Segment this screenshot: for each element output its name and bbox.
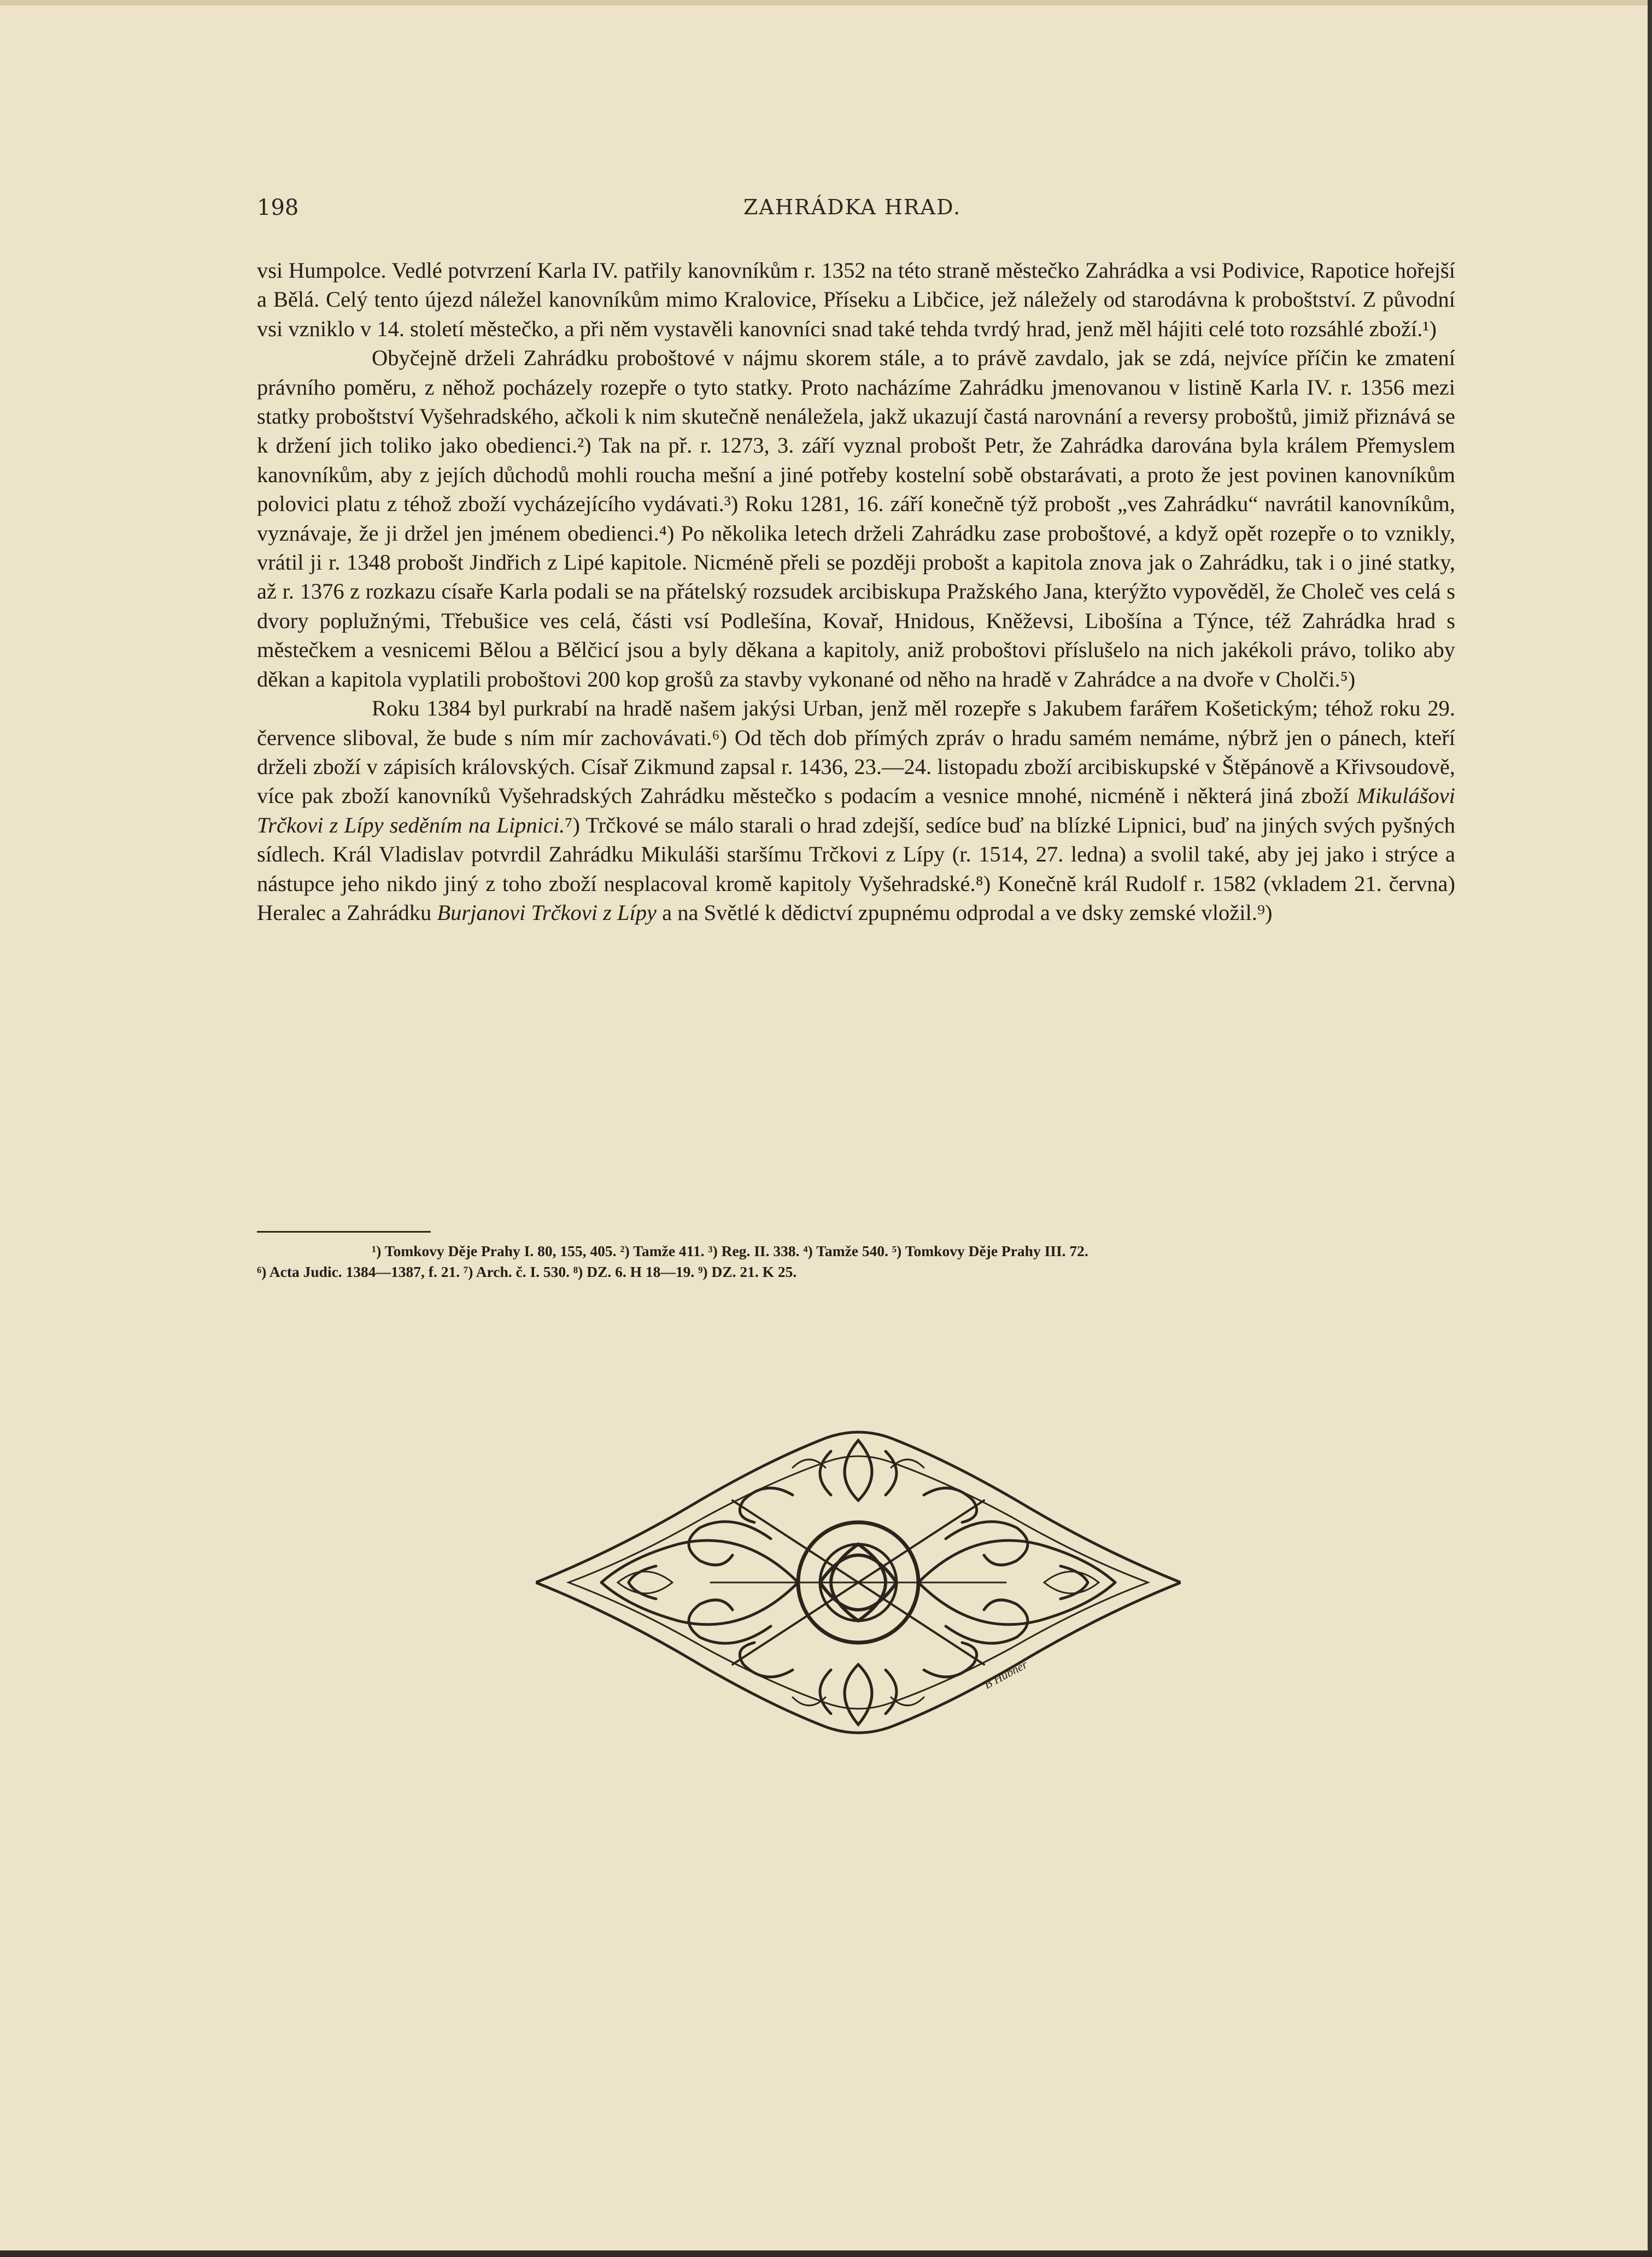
paragraph-3 <box>257 694 1455 927</box>
paragraph-1: vsi Humpolce. Vedlé potvrzení Karla IV. patřily kanovníkům r. 1352 na této straně městečko Zahrádka a vsi Podivice, Rapotice hořejší a Bělá. Celý tento újezd náležel kanovníkům mimo Kralovice, Příseku a Libčice, jež náležely od starodávna k proboštství. Z původní vsi vzniklo v 14. století městečko, a při něm vystavěli kanovníci snad také tehda tvrdý hrad, jenž měl hájiti celé toto rozsáhlé zboží.¹) <box>257 258 1455 341</box>
decorative-vignette <box>536 1418 1181 1746</box>
paragraph-3-part-1: Roku 1384 byl purkrabí na hradě našem jakýsi Urban, jenž měl rozepře s Jakubem farářem Košetickým; téhož roku 29. července sliboval, že bude s ním mír zachovávati.⁶) Od těch dob přímých zpráv o hradu samém nemáme, nýbrž jen o pánech, kteří drželi zboží v zápisích královských. Císař Zikmund zapsal r. 1436, 23.—24. listopadu zboží arcibiskupské v Štěpánově a Křivsoudově, více pak zboží kanovníků Vyšehradských Zahrádku městečko s podacím a vesnice mnohé, nicméně i některá jiná zboží <box>257 696 1455 808</box>
scan-edge-right <box>1648 0 1652 2257</box>
footnote-rule <box>257 1231 431 1233</box>
scan-edge-top <box>0 0 1652 5</box>
italic-name-burjan: Burjanovi Trčkovi z Lípy <box>437 900 657 925</box>
running-title: ZAHRÁDKA HRAD. <box>743 195 962 219</box>
footnotes <box>257 1241 1457 1282</box>
page-number: 198 <box>257 195 299 220</box>
scan-edge-bottom <box>0 2250 1652 2257</box>
artist-signature: B Hübner <box>981 1657 1030 1692</box>
footnote-line-1: ¹) Tomkovy Děje Prahy I. 80, 155, 405. ²) Tamže 411. ³) Reg. II. 338. ⁴) Tamže 540. ⁵) Tomkovy Děje Prahy III. 72. <box>372 1242 1088 1259</box>
footnote-line-2: ⁶) Acta Judic. 1384—1387, f. 21. ⁷) Arch. č. I. 530. ⁸) DZ. 6. H 18—19. ⁹) DZ. 21. K 25. <box>257 1263 797 1280</box>
body-text <box>257 256 1455 927</box>
paragraph-2: Obyčejně drželi Zahrádku proboštové v nájmu skorem stále, a to právě zavdalo, jak se zdá, nejvíce příčin ke zmatení právního poměru, z něhož pocházely rozepře o tyto statky. Proto nacházíme Zahrádku jmenovanou v listině Karla IV. r. 1356 mezi statky proboštství Vyšehradského, ačkoli k nim skutečně nenáležela, jakž ukazují častá narovnání a reversy proboštů, jimiž přiznává se k držení jich toliko jako obedienci.²) Tak na př. r. 1273, 3. září vyznal probošt Petr, že Zahrádka darována byla králem Přemyslem kanovníkům, aby z jejích důchodů mohli roucha mešní a jiné potřeby kostelní sobě obstarávati, a proto že jest povinen kanovníkům polovici platu z téhož zboží vycházejícího vydávati.³) Roku 1281, 16. září konečně týž probošt „ves Zahrádku“ navrátil kanovníkům, vyznávaje, že ji držel jen jménem obedienci.⁴) Po několika letech drželi Zahrádku zase proboštové, a když opět rozepře o to vznikly, vrátil ji r. 1348 probošt Jindřich z Lipé kapitole. Nicméně přeli se později probošt a kapitola znova jak o Zahrádku, tak i o jiné statky, až r. 1376 z rozkazu císaře Karla podali se na přátelský rozsudek arcibiskupa Pražského Jana, kterýžto vypověděl, že Choleč ves celá s dvory poplužnými, Třebušice ves celá, části vsí Podlešína, Kovař, Hnidous, Kněževsi, Libošína a Týnce, též Zahrádka hrad s městečkem a vesnicemi Bělou a Bělčicí jsou a byly děkana a kapitoly, aniž proboštovi příslušelo na nich jakékoli právo, toliko aby děkan a kapitola vyplatili proboštovi 200 kop grošů za stavby vykonané od něho na hradě v Zahrádce a na dvoře v Cholči.⁵) <box>257 345 1455 691</box>
ornament-icon <box>536 1418 1181 1746</box>
page-header <box>257 195 968 233</box>
italic-name-mikulas: Mikulášovi Trčkovi z Lípy seděním na Lipnici. <box>257 783 1455 837</box>
paragraph-3-part-2: ⁷) Trčkové se málo starali o hrad zdejší, sedíce buď na blízké Lipnici, buď na jiných svých pyšných sídlech. Král Vladislav potvrdil Zahrádku Mikuláši staršímu Trčkovi z Lípy (r. 1514, 27. ledna) a svolil také, aby jej jako i strýce a nástupce jeho nikdo jiný z toho zboží nesplacoval kromě kapitoly Vyšehradské.⁸) Konečně král Rudolf r. 1582 (vkladem 21. června) Heralec a Zahrádku <box>257 812 1456 925</box>
paragraph-3-part-3: a na Světlé k dědictví zpupnému odprodal a ve dsky zemské vložil.⁹) <box>657 900 1273 925</box>
